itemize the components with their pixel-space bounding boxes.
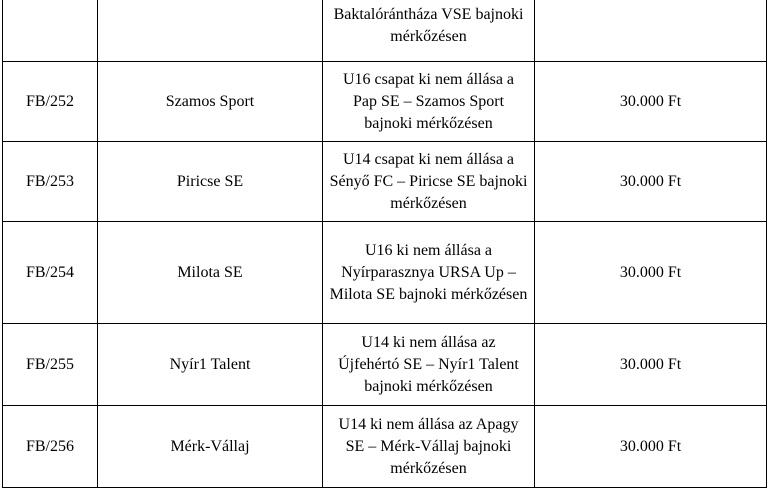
description-cell: U14 ki nem állása az Újfehértó SE – Nyír1 Talent bajnoki mérkőzésen xyxy=(323,324,535,406)
description-cell: U14 csapat ki nem állása a Sényő FC – Piricse SE bajnoki mérkőzésen xyxy=(323,142,535,222)
fines-table xyxy=(2,0,767,488)
amount-cell: 30.000 Ft xyxy=(535,324,767,406)
amount-cell xyxy=(535,0,767,62)
team-name-cell: Piricse SE xyxy=(98,142,323,222)
description-cell: U14 ki nem állása az Apagy SE – Mérk-Vállaj bajnoki mérkőzésen xyxy=(323,406,535,488)
case-code-cell: FB/254 xyxy=(3,222,98,324)
team-name-cell: Szamos Sport xyxy=(98,62,323,142)
table-row xyxy=(3,324,767,406)
case-code-cell: FB/252 xyxy=(3,62,98,142)
case-code-cell: FB/253 xyxy=(3,142,98,222)
table-row xyxy=(3,222,767,324)
amount-cell: 30.000 Ft xyxy=(535,142,767,222)
table-row xyxy=(3,0,767,62)
case-code-cell xyxy=(3,0,98,62)
table-row xyxy=(3,142,767,222)
team-name-cell xyxy=(98,0,323,62)
description-cell: Baktalórántháza VSE bajnoki mérkőzésen xyxy=(323,0,535,62)
description-cell: U16 ki nem állása a Nyírparasznya URSA Up – Milota SE bajnoki mérkőzésen xyxy=(323,222,535,324)
table-row xyxy=(3,62,767,142)
team-name-cell: Milota SE xyxy=(98,222,323,324)
amount-cell: 30.000 Ft xyxy=(535,62,767,142)
case-code-cell: FB/255 xyxy=(3,324,98,406)
amount-cell: 30.000 Ft xyxy=(535,222,767,324)
team-name-cell: Mérk-Vállaj xyxy=(98,406,323,488)
team-name-cell: Nyír1 Talent xyxy=(98,324,323,406)
amount-cell: 30.000 Ft xyxy=(535,406,767,488)
description-cell: U16 csapat ki nem állása a Pap SE – Szamos Sport bajnoki mérkőzésen xyxy=(323,62,535,142)
case-code-cell: FB/256 xyxy=(3,406,98,488)
table-row xyxy=(3,406,767,488)
